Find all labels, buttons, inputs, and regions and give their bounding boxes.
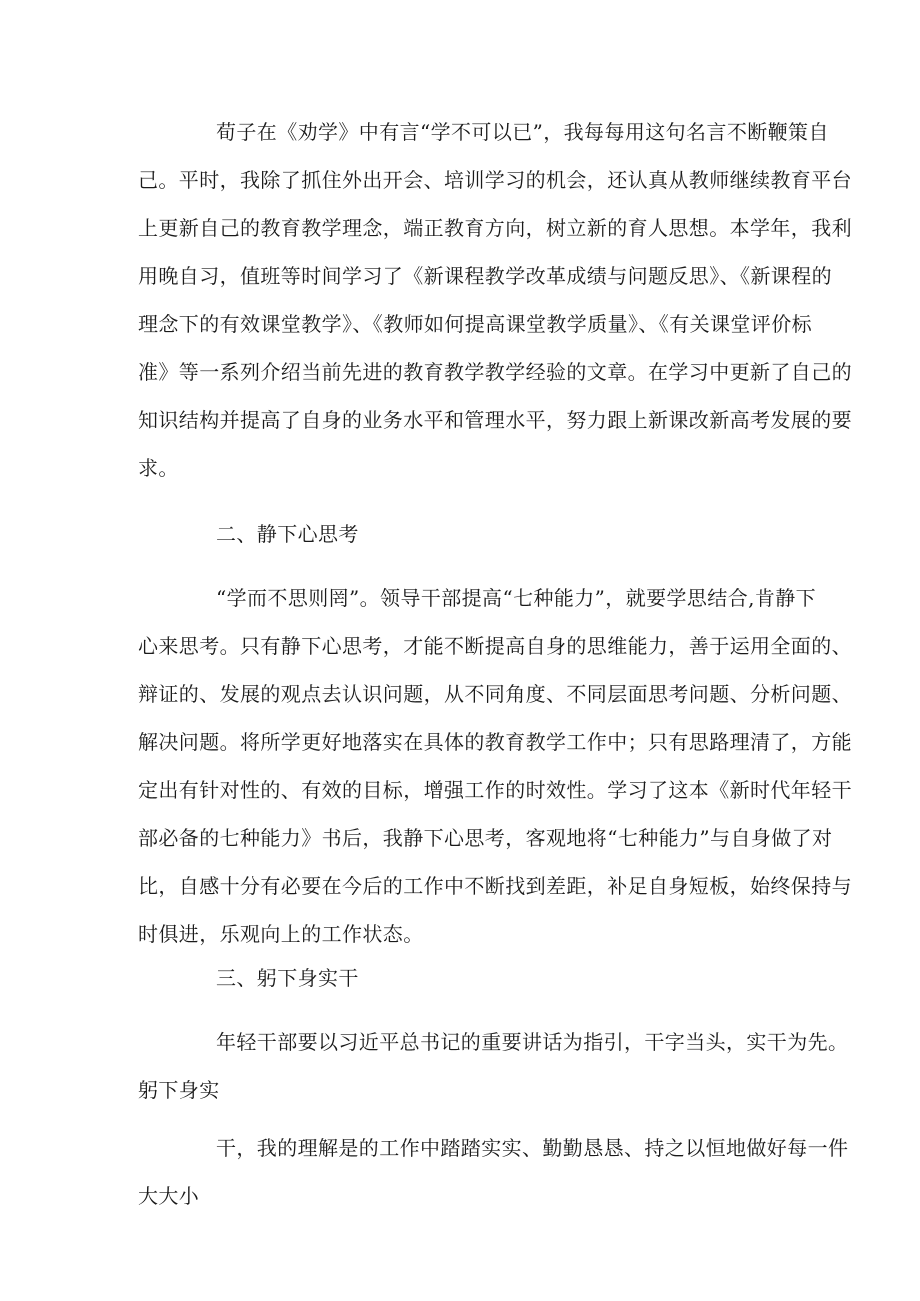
section-heading-3: 三、躬下身实干 — [216, 966, 359, 990]
paragraph-1-line-1: 荀子在《劝学》中有言“学不可以已”，我每每用这句名言不断鞭策自 — [216, 120, 829, 144]
paragraph-1-line-4: 用晚自习，值班等时间学习了《新课程教学改革成绩与问题反思》、《新课程的 — [138, 264, 832, 288]
paragraph-2-line-6: 部必备的七种能力》书后，我静下心思考，客观地将“七种能力”与自身做了对 — [138, 826, 833, 850]
paragraph-2-line-5: 定出有针对性的、有效的目标，增强工作的时效性。学习了这本《新时代年轻干 — [138, 778, 852, 802]
paragraph-1-line-6: 准》等一系列介绍当前先进的教育教学教学经验的文章。在学习中更新了自己的 — [138, 360, 852, 384]
paragraph-4-line-2: 大大小 — [138, 1184, 200, 1208]
paragraph-2-line-4: 解决问题。将所学更好地落实在具体的教育教学工作中；只有思路理清了，方能 — [138, 730, 852, 754]
section-heading-2: 二、静下心思考 — [216, 522, 359, 546]
paragraph-2-line-7: 比，自感十分有必要在今后的工作中不断找到差距，补足自身短板，始终保持与 — [138, 874, 852, 898]
paragraph-3-line-2: 躬下身实 — [138, 1078, 220, 1102]
paragraph-3-line-1: 年轻干部要以习近平总书记的重要讲话为指引，干字当头，实干为先。 — [216, 1030, 849, 1054]
paragraph-2-line-8: 时俱进，乐观向上的工作状态。 — [138, 922, 424, 946]
paragraph-2-line-3: 辩证的、发展的观点去认识问题，从不同角度、不同层面思考问题、分析问题、 — [138, 682, 852, 706]
paragraph-1-line-7: 知识结构并提高了自身的业务水平和管理水平，努力跟上新课改新高考发展的要 — [138, 408, 852, 432]
paragraph-1-line-3: 上更新自己的教育教学理念，端正教育方向，树立新的育人思想。本学年，我利 — [138, 216, 852, 240]
paragraph-2-line-2: 心来思考。只有静下心思考，才能不断提高自身的思维能力，善于运用全面的、 — [138, 634, 852, 658]
paragraph-1-line-2: 己。平时，我除了抓住外出开会、培训学习的机会，还认真从教师继续教育平台 — [138, 168, 852, 192]
paragraph-4-line-1: 干，我的理解是的工作中踏踏实实、勤勤恳恳、持之以恒地做好每一件 — [216, 1136, 849, 1160]
paragraph-1-line-5: 理念下的有效课堂教学》、《教师如何提高课堂教学质量》、《有关课堂评价标 — [138, 312, 812, 336]
paragraph-1-line-8: 求。 — [138, 456, 179, 480]
paragraph-2-line-1: “学而不思则罔”。领导干部提高“七种能力”，就要学思结合,肯静下 — [216, 586, 817, 610]
